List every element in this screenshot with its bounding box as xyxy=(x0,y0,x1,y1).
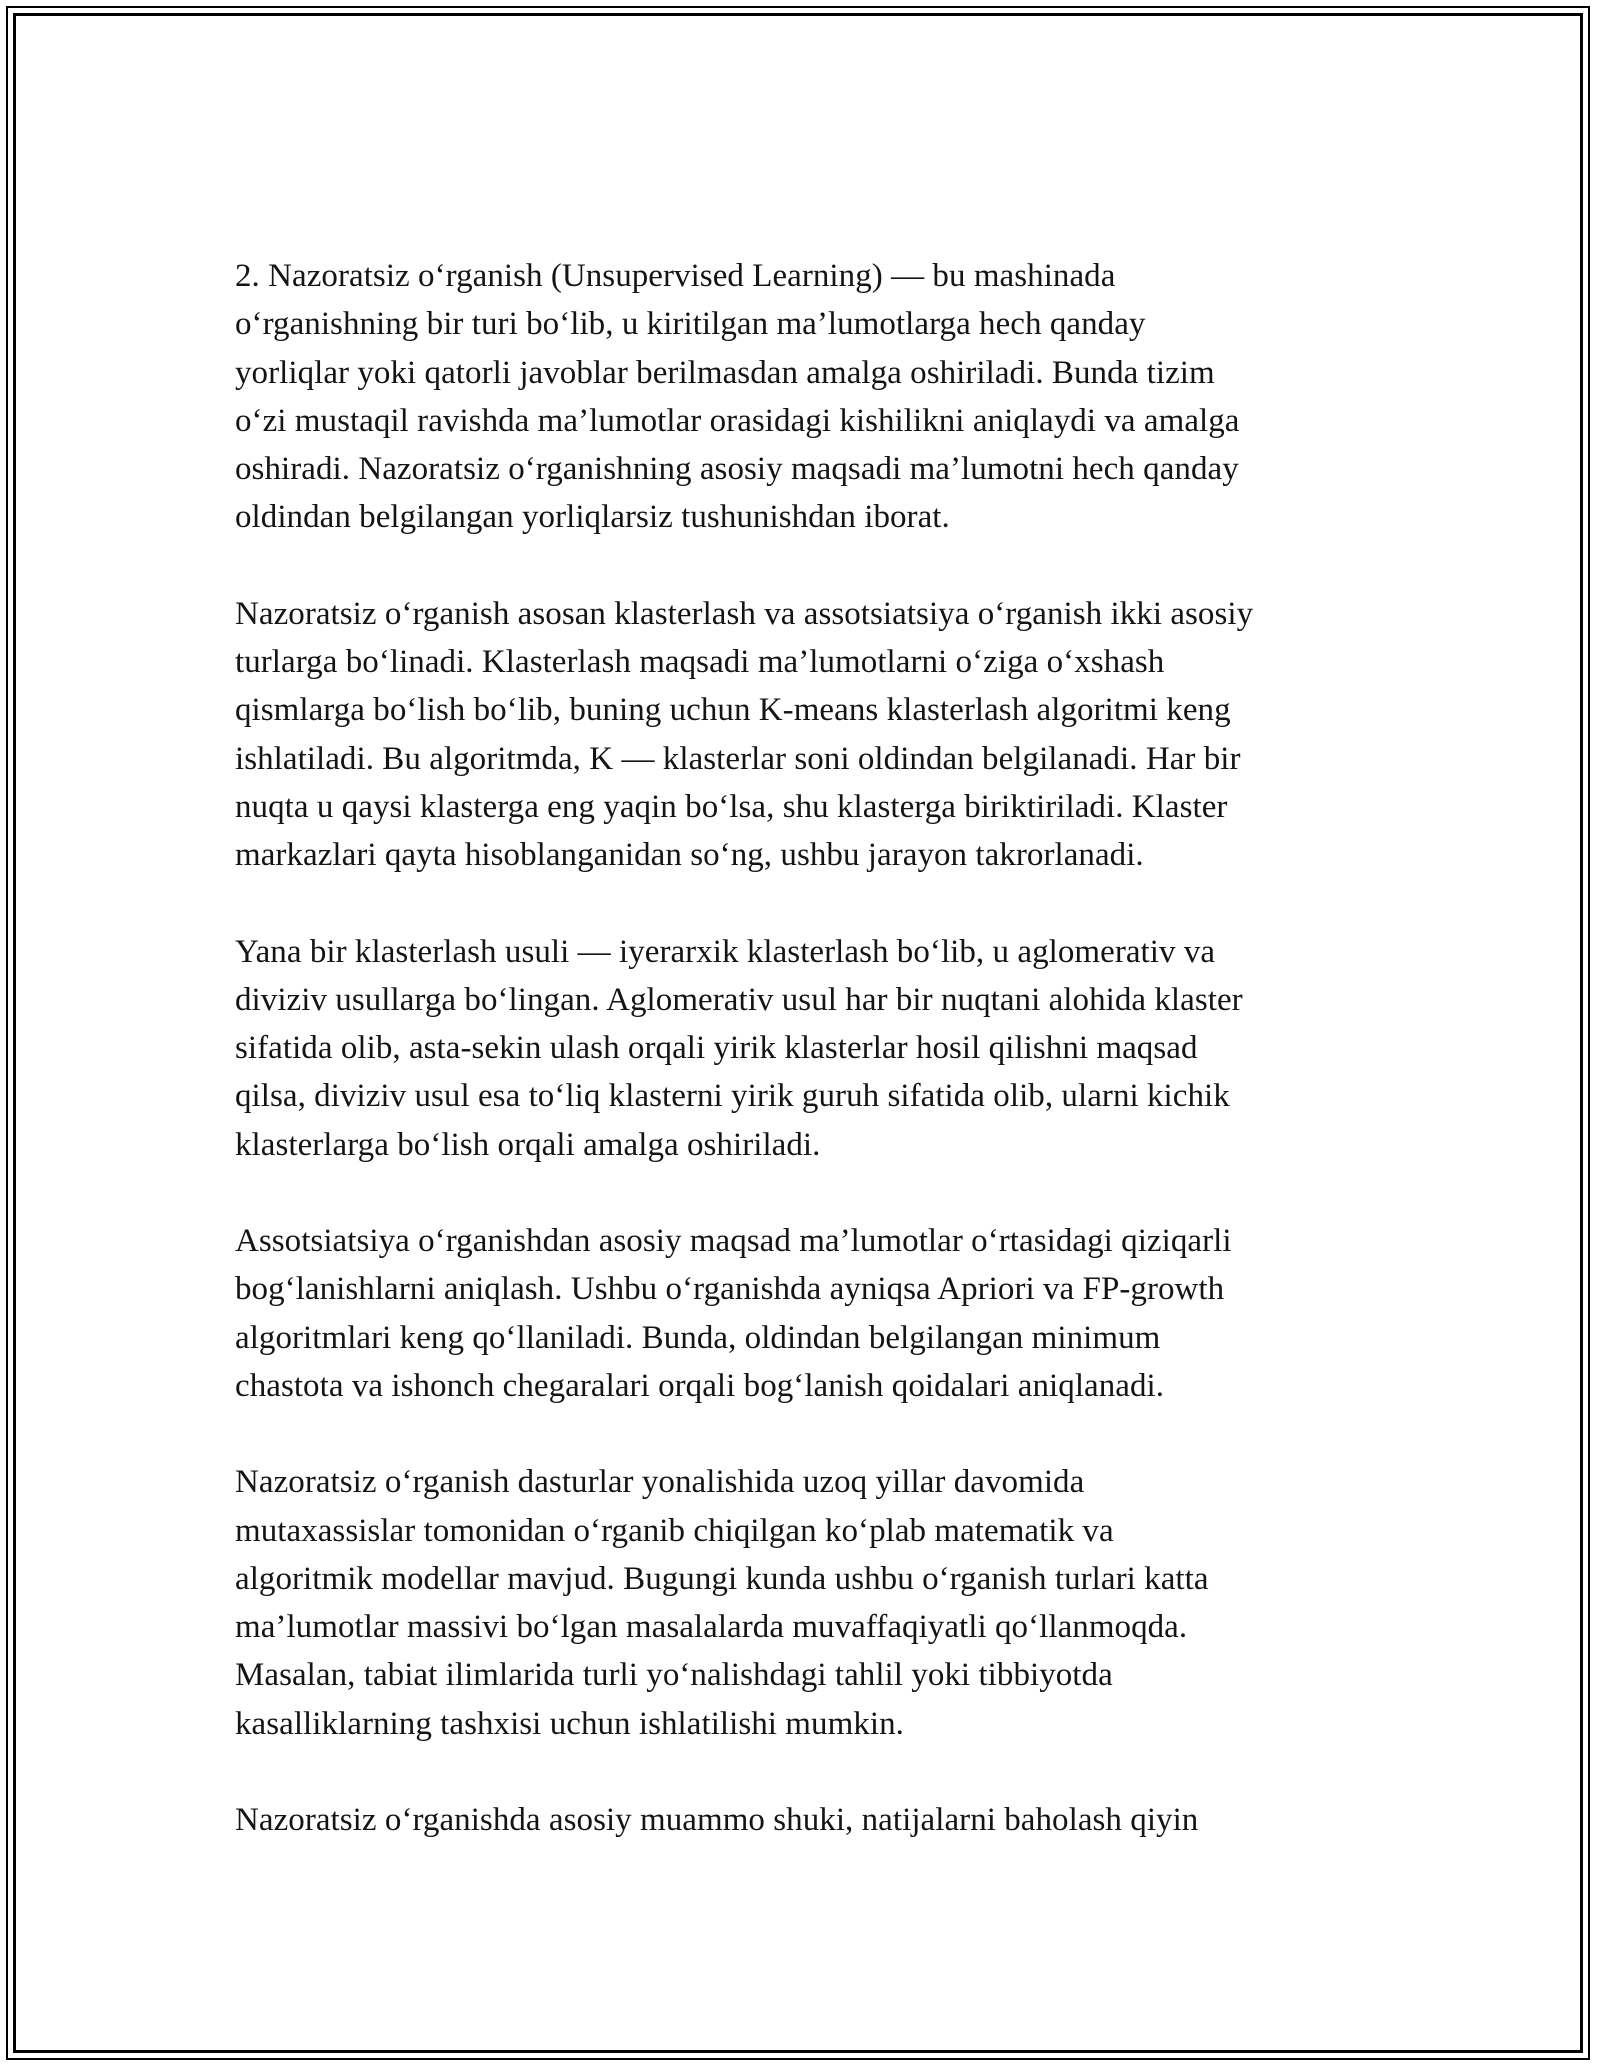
paragraph-association-learning xyxy=(235,1217,1370,1410)
text-line: algoritmik modellar mavjud. Bugungi kunda ushbu o‘rganish turlari katta xyxy=(235,1560,1209,1597)
text-line: Assotsiatsiya o‘rganishdan asosiy maqsad ma’lumotlar o‘rtasidagi qiziqarli xyxy=(235,1223,1232,1260)
text-line: Nazoratsiz o‘rganishda asosiy muammo shuki, natijalarni baholash qiyin xyxy=(235,1802,1199,1839)
text-line: sifatida olib, asta-sekin ulash orqali yirik klasterlar hosil qilishni maqsad xyxy=(235,1030,1198,1067)
text-line: ma’lumotlar massivi bo‘lgan masalalarda muvaffaqiyatli qo‘llanmoqda. xyxy=(235,1609,1188,1646)
text-line: kasalliklarning tashxisi uchun ishlatilishi mumkin. xyxy=(235,1705,904,1742)
document-body xyxy=(235,252,1370,1892)
text-line: Yana bir klasterlash usuli — iyerarxik klasterlash bo‘lib, u aglomerativ va xyxy=(235,933,1216,970)
paragraph-applications xyxy=(235,1458,1370,1748)
paragraph-unsupervised-definition xyxy=(235,252,1370,542)
text-line: chastota va ishonch chegaralari orqali bog‘lanish qoidalari aniqlanadi. xyxy=(235,1367,1165,1404)
text-line: bog‘lanishlarni aniqlash. Ushbu o‘rganishda ayniqsa Apriori va FP-growth xyxy=(235,1271,1225,1308)
paragraph-main-problem xyxy=(235,1796,1370,1844)
text-line: qismlarga bo‘lish bo‘lib, buning uchun K-means klasterlash algoritmi keng xyxy=(235,692,1231,729)
text-line: mutaxassislar tomonidan o‘rganib chiqilgan ko‘plab matematik va xyxy=(235,1512,1114,1549)
text-line: oshiradi. Nazoratsiz o‘rganishning asosiy maqsadi ma’lumotni hech qanday xyxy=(235,451,1239,488)
text-line: ishlatiladi. Bu algoritmda, K — klasterlar soni oldindan belgilanadi. Har bir xyxy=(235,740,1241,777)
text-line: 2. Nazoratsiz o‘rganish (Unsupervised Learning) — bu mashinada xyxy=(235,258,1116,294)
text-line: diviziv usullarga bo‘lingan. Aglomerativ usul har bir nuqtani alohida klaster xyxy=(235,981,1243,1018)
text-line: Nazoratsiz o‘rganish dasturlar yonalishida uzoq yillar davomida xyxy=(235,1464,1085,1501)
text-line: markazlari qayta hisoblanganidan so‘ng, ushbu jarayon takrorlanadi. xyxy=(235,837,1144,874)
text-line: qilsa, diviziv usul esa to‘liq klasterni yirik guruh sifatida olib, ularni kichik xyxy=(235,1078,1230,1115)
text-line: yorliqlar yoki qatorli javoblar berilmasdan amalga oshiriladi. Bunda tizim xyxy=(235,354,1215,391)
text-line: turlarga bo‘linadi. Klasterlash maqsadi ma’lumotlarni o‘ziga o‘xshash xyxy=(235,644,1165,681)
text-line: nuqta u qaysi klasterga eng yaqin bo‘lsa, shu klasterga biriktiriladi. Klaster xyxy=(235,788,1228,825)
text-line: algoritmlari keng qo‘llaniladi. Bunda, oldindan belgilangan minimum xyxy=(235,1319,1161,1356)
text-line: klasterlarga bo‘lish orqali amalga oshiriladi. xyxy=(235,1126,821,1163)
text-line: Masalan, tabiat ilimlarida turli yo‘nalishdagi tahlil yoki tibbiyotda xyxy=(235,1657,1113,1694)
text-line: Nazoratsiz o‘rganish asosan klasterlash va assotsiatsiya o‘rganish ikki asosiy xyxy=(235,595,1254,632)
text-line: o‘rganishning bir turi bo‘lib, u kiritilgan ma’lumotlarga hech qanday xyxy=(235,306,1146,343)
text-line: o‘zi mustaqil ravishda ma’lumotlar orasidagi kishilikni aniqlaydi va amalga xyxy=(235,402,1240,439)
paragraph-hierarchical-clustering xyxy=(235,928,1370,1169)
paragraph-clustering xyxy=(235,590,1370,880)
text-line: oldindan belgilangan yorliqlarsiz tushunishdan iborat. xyxy=(235,499,950,536)
